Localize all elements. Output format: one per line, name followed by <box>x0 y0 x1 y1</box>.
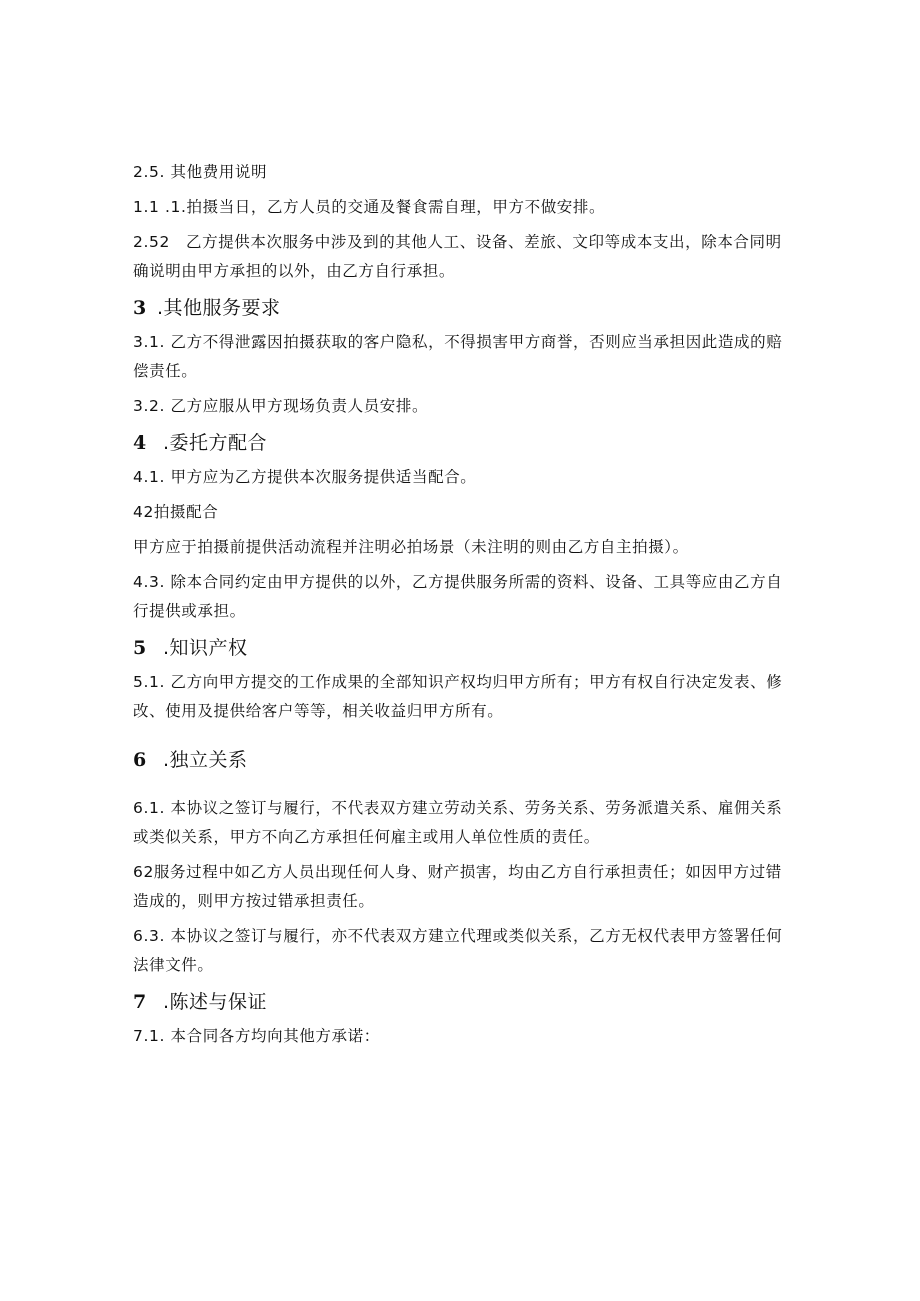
section-title: .独立关系 <box>163 749 248 771</box>
clause-6-2: 62服务过程中如乙方人员出现任何人身、财产损害，均由乙方自行承担责任；如因甲方过错造成的，则甲方按过错承担责任。 <box>133 863 782 910</box>
clause-4-2: 42拍摄配合 <box>133 503 219 521</box>
section-heading-5 <box>133 632 788 664</box>
section-title: .委托方配合 <box>163 432 268 454</box>
section-title: .其他服务要求 <box>157 297 281 319</box>
clause-2-5: 2.5. 其他费用说明 <box>133 163 268 181</box>
clause-6-3: 6.3. 本协议之签订与履行，亦不代表双方建立代理或类似关系，乙方无权代表甲方签署任何法律文件。 <box>133 927 783 974</box>
clause-6-1: 6.1. 本协议之签订与履行，不代表双方建立劳动关系、劳务关系、劳务派遣关系、雇佣关系或类似关系，甲方不向乙方承担任何雇主或用人单位性质的责任。 <box>133 799 783 846</box>
clause-4-2-body: 甲方应于拍摄前提供活动流程并注明必拍场景（未注明的则由乙方自主拍摄）。 <box>133 538 689 556</box>
section-title: .陈述与保证 <box>163 991 268 1013</box>
clause-2-52: 2.52 乙方提供本次服务中涉及到的其他人工、设备、差旅、文印等成本支出，除本合同明确说明由甲方承担的以外，由乙方自行承担。 <box>133 233 782 280</box>
section-heading-6 <box>133 744 788 776</box>
clause-3-1: 3.1. 乙方不得泄露因拍摄获取的客户隐私，不得损害甲方商誉，否则应当承担因此造成的赔偿责任。 <box>133 333 783 380</box>
section-heading-3 <box>133 292 788 324</box>
section-title: .知识产权 <box>163 637 248 659</box>
document-page <box>133 158 788 1057</box>
section-number: 3 <box>133 297 147 319</box>
clause-3-2: 3.2. 乙方应服从甲方现场负责人员安排。 <box>133 397 429 415</box>
clause-1-1: 1.1 .1.拍摄当日，乙方人员的交通及餐食需自理，甲方不做安排。 <box>133 198 606 216</box>
clause-4-3: 4.3. 除本合同约定由甲方提供的以外，乙方提供服务所需的资料、设备、工具等应由乙方自行提供或承担。 <box>133 573 783 620</box>
clause-5-1: 5.1. 乙方向甲方提交的工作成果的全部知识产权均归甲方所有；甲方有权自行决定发表、修改、使用及提供给客户等等，相关收益归甲方所有。 <box>133 673 783 720</box>
section-heading-4 <box>133 427 788 459</box>
section-number: 5 <box>133 637 147 659</box>
section-number: 6 <box>133 749 147 771</box>
section-number: 7 <box>133 991 147 1013</box>
section-heading-7 <box>133 986 788 1018</box>
clause-7-1: 7.1. 本合同各方均向其他方承诺： <box>133 1027 380 1045</box>
section-number: 4 <box>133 432 147 454</box>
clause-4-1: 4.1. 甲方应为乙方提供本次服务提供适当配合。 <box>133 468 477 486</box>
